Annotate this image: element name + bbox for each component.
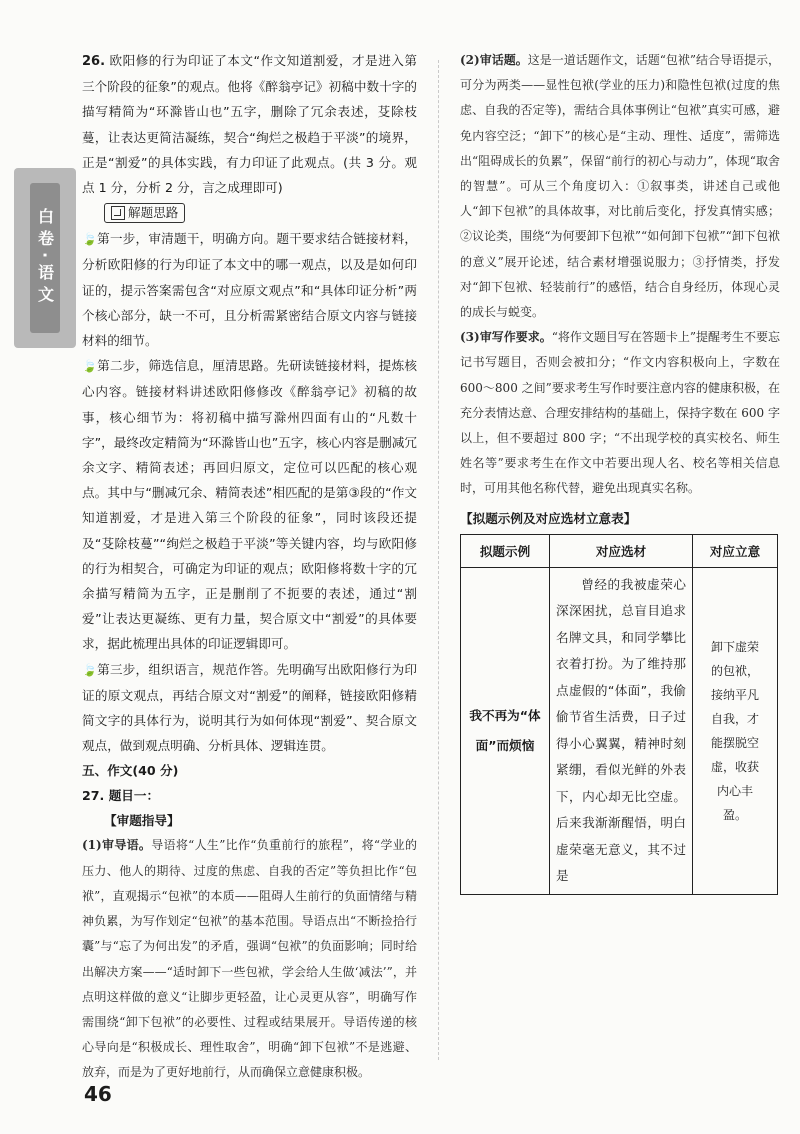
step-2-title: 第二步，筛选信息，厘清思路。 [97,358,277,374]
column-divider [438,60,439,1060]
q27-subtitle: 题目一： [108,788,160,804]
p3-text: “将作文题目写在答题卡上”提醒考生不要忘记书写题目，否则会被扣分；“作文内容积极向上，字数在 600～800 之间”要求考生写作时要注意内容的健康积极，在充分表情达意、合理安排结构的基础上，保持字数在 600 字以上，但不要超过 800 字；“不出现学校的真实校名、师生姓名等”要求考生在作文中若要出现人名、校名等相关信息时，可用其他名称代替，避免出现真实名称。 [460,330,780,496]
side-tab [14,168,76,348]
q27-p1 [82,833,417,1085]
think-badge [104,203,185,223]
analysis-icon [111,206,125,220]
q27-heading [82,783,417,808]
q26-answer [82,48,417,200]
q27-p3 [460,325,780,501]
row-material: 曾经的我被虚荣心深深困扰，总盲目追求名牌文具，和同学攀比衣着打扮。为了维持那点虚假的“体面”，我偷偷节省生活费，日子过得小心翼翼，精神时刻紧绷，看似光鲜的外表下，内心却无比空虚。后来我渐渐醒悟，明白虚荣毫无意义，其不过是 [550,567,693,894]
header-intent: 对应立意 [693,534,778,567]
step-2-body: 先研读链接材料，提炼核心内容。链接材料讲述欧阳修修改《醉翁亭记》初稿的故事，核心细节为：将初稿中描写滁州四面有山的“凡数十字”，最终改定精简为“环滁皆山也”五字，核心内容是删减冗余文字、精简表述；再回归原文，定位可以匹配的核心观点。其中与“删减冗余、精简表述”相匹配的是第③段的“作文知道割爱，才是进入第三个阶段的征象”，同时该段还提及“芟除枝蔓”“绚烂之极趋于平淡”等关键内容，均与欧阳修的行为相契合，可确定为印证的观点；欧阳修将数十字的冗余描写精简为五字，正是删削了不扼要的表述，通过“割爱”让表达更凝练、更有力量，契合原文中“割爱”的具体要求，据此梳理出具体的印证逻辑即可。 [82,358,418,652]
q26-step-1 [82,226,417,353]
header-title-example: 拟题示例 [461,534,550,567]
step-1-body: 题干要求结合链接材料，分析欧阳修的行为印证了本文中的哪一观点，以及是如何印证的，提示答案需包含“对应原文观点”和“具体印证分析”两个核心部分，缺一不可，且分析需紧密结合原文内容与链接材料的细节。 [82,231,418,349]
side-tab-label: 白卷·语文 [30,183,60,333]
q26-step-2 [82,353,417,656]
header-material: 对应选材 [550,534,693,567]
p1-label: (1)审导语。 [82,838,152,853]
step-3-title: 第三步，组织语言，规范作答。 [97,661,277,677]
left-column [82,48,417,1086]
table-header-row [461,534,778,567]
table-title: 【拟题示例及对应选材立意表】 [460,510,637,526]
p1-text: 导语将“人生”比作“负重前行的旅程”，将“学业的压力、他人的期待、过度的焦虑、自我的否定”等负担比作“包袱”，直观揭示“包袱”的本质——阻碍人生前行的负面情绪与精神负累，为写作划定“包袱”的基本范围。导语点出“不断捡拾行囊”与“忘了为何出发”的矛盾，强调“包袱”的负面影响；同时给出解决方案——“适时卸下一些包袱，学会给人生做‘减法’”，并点明这样做的意义“让脚步更轻盈，让心灵更从容”，明确写作需围绕“卸下包袱”的必要性、过程或结果展开。导语传递的核心导向是“积极成长、理性取舍”，明确“卸下包袱”不是逃避、放弃，而是为了更好地前行，从而确保立意健康积极。 [82,838,417,1080]
row-title: 我不再为“体面”而烦恼 [461,567,550,894]
q26-answer-text: 欧阳修的行为印证了本文“作文知道割爱，才是进入第三个阶段的征象”的观点。他将《醉翁亭记》初稿中数十字的描写精简为“环滁皆山也”五字，删除了冗余表述，芟除枝蔓，让表达更简洁凝练，契合“绚烂之极趋于平淡”的境界，正是“割爱”的具体实践，有力印证了此观点。(共 3 分。观点 1 分，分析 2 分，言之成理即可) [82,53,417,196]
q27-p2 [460,48,780,325]
q27-number: 27. [82,788,105,804]
p2-text: 这是一道话题作文，话题“包袱”结合导语提示，可分为两类——显性包袱(学业的压力)和隐性包袱(过度的焦虑、自我的否定等)，需结合具体事例让“包袱”真实可感，避免内容空泛；“卸下”的核心是“主动、理性、适度”，需筛选出“阻碍成长的负累”，保留“前行的初心与动力”，体现“取舍的智慧”。可从三个角度切入：①叙事类，讲述自己或他人“卸下包袱”的具体故事，对比前后变化，抒发真情实感；②议论类，围绕“为何要卸下包袱”“如何卸下包袱”“卸下包袱的意义”展开论述，结合素材增强说服力；③抒情类，抒发对“卸下包袱、轻装前行”的感悟，结合自身经历，体现心灵的成长与蜕变。 [460,53,780,320]
q26-number: 26. [82,54,106,69]
guide-label: 【审题指导】 [104,813,180,829]
leaf-icon: 🍃 [82,359,98,374]
step-1-title: 第一步，审清题干，明确方向。 [97,231,277,247]
p2-label: (2)审话题。 [460,53,528,67]
leaf-icon: 🍃 [82,662,98,677]
page-number: 46 [84,1082,112,1106]
leaf-icon: 🍃 [82,232,98,247]
table-row [461,567,778,894]
row-intent: 卸下虚荣的包袱，接纳平凡自我，才能摆脱空虚，收获内心丰盈。 [693,567,778,894]
think-label: 解题思路 [128,205,179,221]
section-5-title: 五、作文(40 分) [82,763,179,779]
p3-label: (3)审写作要求。 [460,330,552,345]
step-3-body: 先明确写出欧阳修行为印证的原文观点，再结合原文对“割爱”的阐释，链接欧阳修精简文字的具体行为，说明其行为如何体现“割爱”、契合原文观点，做到观点明确、分析具体、逻辑连贯。 [82,661,418,754]
topic-table [460,534,778,895]
q26-step-3 [82,657,417,759]
right-column [460,48,780,895]
